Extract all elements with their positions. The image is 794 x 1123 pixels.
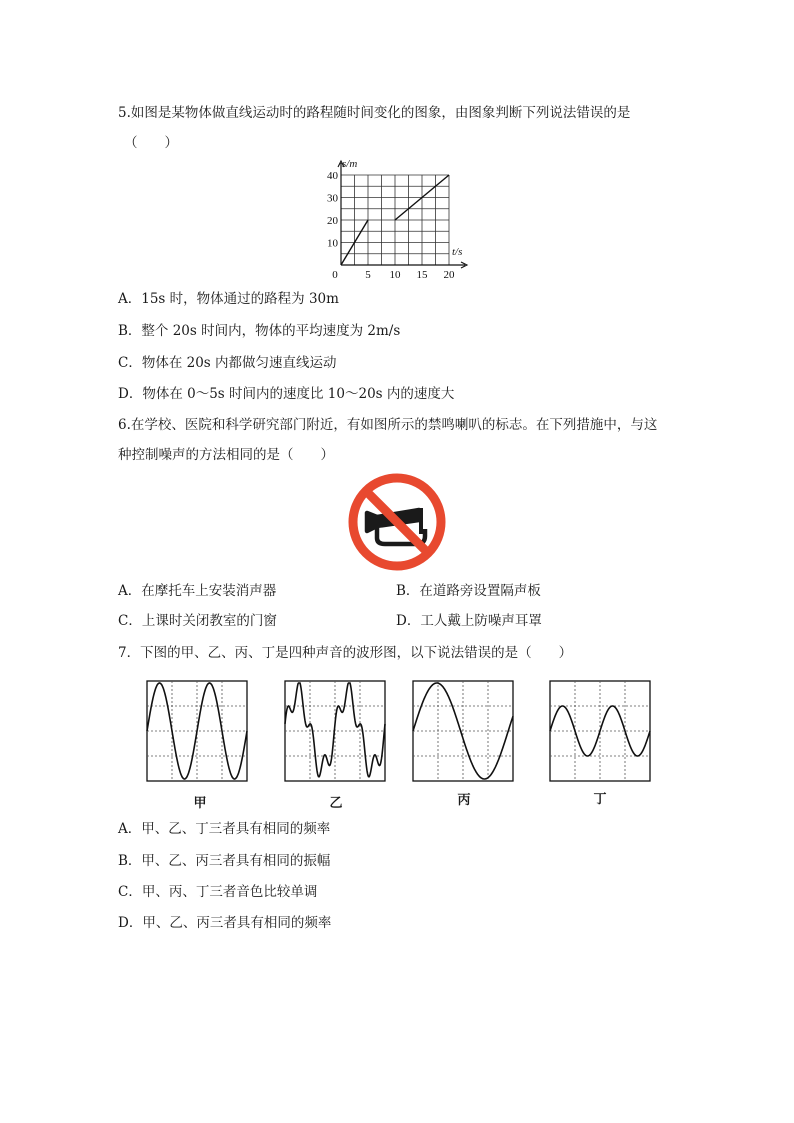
panel-frame — [285, 681, 385, 781]
y-axis-label: s/m — [342, 158, 358, 170]
waveform-curve — [550, 706, 650, 756]
panel-frame — [413, 681, 513, 781]
q5-option-c: C．物体在 20s 内都做匀速直线运动 — [118, 355, 337, 371]
waveform-panel-ding — [550, 681, 650, 781]
x-tick-label: 15 — [416, 269, 428, 281]
waveform-curve — [285, 683, 385, 777]
wave-label-ding: 丁 — [593, 792, 607, 807]
waveform-curve — [413, 683, 513, 779]
q7-option-b: B．甲、乙、丙三者具有相同的振幅 — [118, 853, 331, 869]
x-tick-label: 0 — [332, 269, 338, 281]
panel-frame — [550, 681, 650, 781]
q5-option-b: B．整个 20s 时间内，物体的平均速度为 2m/s — [118, 323, 401, 339]
waveform-panel-jia — [147, 681, 247, 781]
wave-label-jia: 甲 — [193, 796, 207, 811]
q5-stem: 5.如图是某物体做直线运动时的路程随时间变化的图象，由图象判断下列说法错误的是 — [118, 105, 631, 121]
q5-answer-paren: （ ） — [124, 135, 178, 151]
series-segment-2 — [395, 175, 449, 220]
x-tick-label: 20 — [443, 269, 455, 281]
y-tick-label: 40 — [327, 170, 338, 182]
x-axis-arrow — [461, 262, 467, 268]
q6-option-c: C．上课时关闭教室的门窗 — [118, 613, 277, 629]
y-tick-label: 20 — [327, 215, 338, 227]
waveform-panel-yi — [285, 681, 385, 781]
waveform-panel-bing — [413, 681, 513, 781]
no-horn-sign — [347, 472, 447, 572]
q5-option-a: A．15s 时，物体通过的路程为 30m — [118, 291, 339, 307]
panel-frame — [147, 681, 247, 781]
y-tick-label: 30 — [327, 192, 338, 205]
x-tick-label: 10 — [389, 269, 401, 281]
waveform-curve — [147, 683, 247, 779]
q6-stem-line2: 种控制噪声的方法相同的是（ ） — [118, 447, 334, 463]
q7-option-a: A．甲、乙、丁三者具有相同的频率 — [118, 821, 331, 837]
y-tick-label: 10 — [327, 237, 338, 250]
x-axis-label: t/s — [452, 246, 463, 258]
x-tick-label: 5 — [365, 269, 371, 281]
wave-label-bing: 丙 — [457, 793, 471, 808]
series-segment-1 — [341, 220, 368, 265]
q7-option-d: D．甲、乙、丙三者具有相同的频率 — [118, 915, 332, 931]
q6-option-a: A．在摩托车上安装消声器 — [118, 583, 277, 599]
wave-label-yi: 乙 — [329, 796, 343, 811]
q7-option-c: C．甲、丙、丁三者音色比较单调 — [118, 884, 318, 900]
q6-option-d: D．工人戴上防噪声耳罩 — [396, 613, 542, 629]
q6-option-b: B．在道路旁设置隔声板 — [396, 583, 541, 599]
q7-stem: 7．下图的甲、乙、丙、丁是四种声音的波形图，以下说法错误的是（ ） — [118, 645, 573, 661]
q5-option-d: D．物体在 0～5s 时间内的速度比 10～20s 内的速度大 — [118, 386, 455, 402]
q6-stem-line1: 6.在学校、医院和科学研究部门附近，有如图所示的禁鸣喇叭的标志。在下列措施中，与这 — [118, 417, 658, 433]
